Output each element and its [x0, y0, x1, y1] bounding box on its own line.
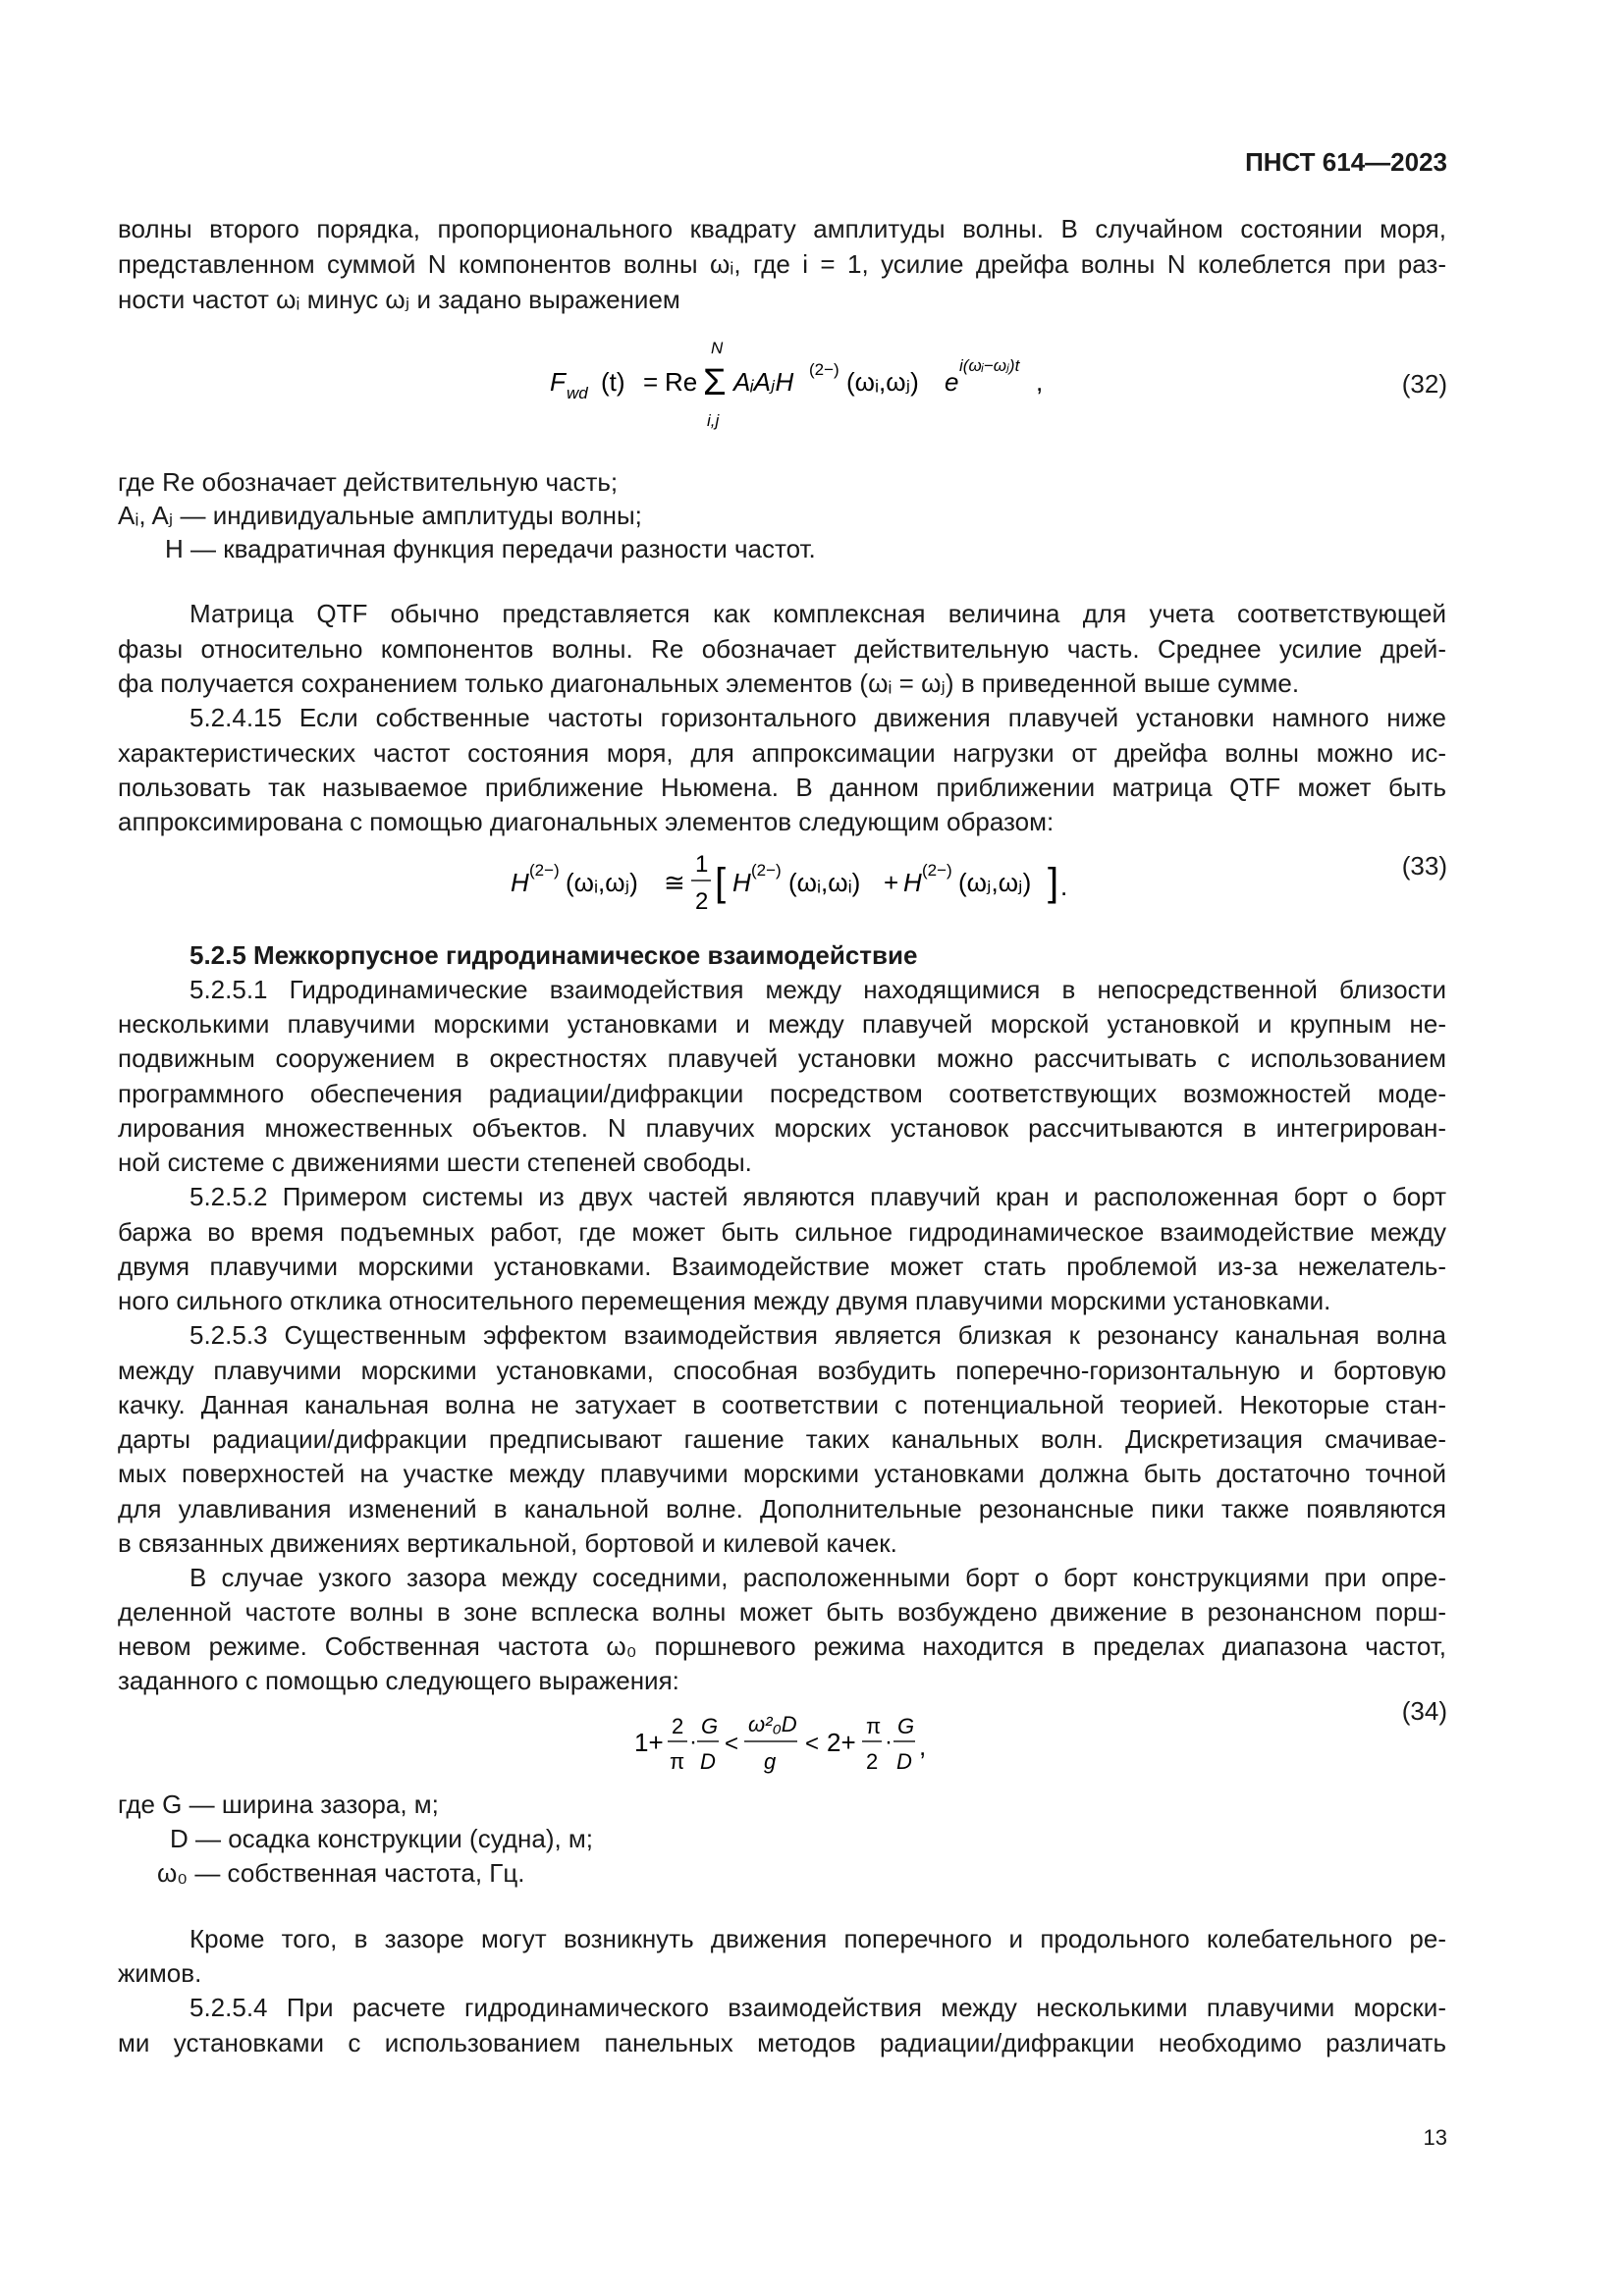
text-line: несколькими плавучими морскими установками и между плавучей морской установкой и крупным не-: [118, 1009, 1446, 1039]
text-line: качку. Данная канальная волна не затухает в соответствии с потенциальной теорией. Некоторые стан-: [118, 1390, 1446, 1419]
text-line: ми установками с использованием панельных методов радиации/дифракции необходимо различать: [118, 2028, 1446, 2057]
text-line: ной системе с движениями шести степеней свободы.: [118, 1148, 752, 1177]
text-line: В случае узкого зазора между соседними, расположенными борт о борт конструкциями при опре-: [189, 1563, 1446, 1592]
eq33-plus: +: [884, 868, 899, 897]
eq33-frac-den: 2: [695, 888, 709, 915]
eq32-args: (ωᵢ,ωⱼ): [846, 367, 919, 397]
text-line: характеристических частот состояния моря, для аппроксимации нагрузки от дрейфа волны можно ис-: [118, 738, 1446, 768]
text-line: представленном суммой N компонентов волны ωᵢ, где i = 1, усилие дрейфа волны N колеблется при раз-: [118, 249, 1446, 279]
eq32-sup: (2−): [809, 360, 839, 379]
text-line: 5.2.4.15 Если собственные частоты горизонтального движения плавучей установки намного ниже: [189, 703, 1446, 732]
text-line: где G — ширина зазора, м;: [118, 1789, 439, 1819]
text-line: 5.2.5.1 Гидродинамические взаимодействия между находящимися в непосредственной близости: [189, 975, 1446, 1004]
eq32-exp-base: e: [945, 367, 959, 397]
text-line: для улавливания изменений в канальной волне. Дополнительные резонансные пики также появляются: [118, 1494, 1446, 1523]
text-line: волны второго порядка, пропорционального квадрату амплитуды волны. В случайном состоянии моря,: [118, 214, 1446, 243]
text-line: пользовать так называемое приближение Ньюмена. В данном приближении матрица QTF может быть: [118, 773, 1446, 802]
text-line: Кроме того, в зазоре могут возникнуть движения поперечного и продольного колебательного ре-: [189, 1924, 1446, 1953]
eq33-term2-h: H: [903, 868, 922, 897]
eq32-eq: =: [643, 367, 659, 397]
eq33-sup: (2−): [529, 861, 560, 880]
eq32-sum-bottom: i,j: [707, 411, 720, 430]
text-line: мых поверхностей на участке между плавучими морскими установками должна быть достаточно точной: [118, 1459, 1446, 1488]
eq34-pi: π: [670, 1749, 685, 1774]
eq34-two-d: 2: [866, 1749, 879, 1774]
eq33-lbracket: [: [715, 861, 727, 904]
text-line: невом режиме. Собственная частота ω₀ поршневого режима находится в пределах диапазона частот,: [118, 1631, 1446, 1661]
eq33-term1-sup: (2−): [751, 861, 782, 880]
text-line: в связанных движениях вертикальной, бортовой и килевой качек.: [118, 1528, 897, 1558]
text-line: 5.2.5.4 При расчете гидродинамического взаимодействия между несколькими плавучими морски-: [189, 1993, 1446, 2022]
text-line: H — квадратичная функция передачи разности частот.: [165, 534, 816, 563]
text-line: жимов.: [118, 1958, 202, 1988]
eq34-one: 1+: [634, 1728, 664, 1757]
text-line: лирования множественных объектов. N плавучих морских установок рассчитываются в интегрирован-: [118, 1113, 1446, 1143]
equation-34: [619, 1686, 952, 1794]
page-number: 13: [1423, 2125, 1447, 2150]
eq33-lhs: H: [511, 868, 529, 897]
text-line: двумя плавучими морскими установками. Взаимодействие может стать проблемой из-за нежелатель-: [118, 1252, 1446, 1281]
eq32-arg: (t): [601, 367, 625, 397]
eq33-term1-args: (ωᵢ,ωᵢ): [788, 868, 861, 897]
eq33-term2-args: (ωⱼ,ωⱼ): [958, 868, 1032, 897]
text-line: баржа во время подъемных работ, где может быть сильное гидродинамическое взаимодействие между: [118, 1217, 1446, 1247]
eq34-dot: ·: [689, 1729, 697, 1755]
equation-32-number: (32): [1401, 369, 1447, 399]
eq32-lhs: F: [550, 367, 566, 397]
text-line: ного сильного отклика относительного перемещения между двумя плавучими морскими установками.: [118, 1286, 1331, 1315]
eq33-frac-num: 1: [695, 851, 709, 878]
eq32-sum-top: N: [711, 339, 724, 357]
eq34-d-n: D: [700, 1749, 716, 1774]
eq34-lt1: <: [725, 1731, 739, 1757]
eq34-two-n: 2: [672, 1714, 684, 1738]
eq34-g-n2: G: [897, 1714, 915, 1738]
eq33-term2-sup: (2−): [922, 861, 952, 880]
text-line: между плавучими морскими установками, способная возбудить поперечно-горизонтальную и бортовую: [118, 1356, 1446, 1385]
eq32-body: AᵢAⱼH: [733, 367, 794, 397]
text-line: деленной частоте волны в зоне всплеска волны может быть возбуждено движение в резонансном порш-: [118, 1597, 1446, 1627]
eq34-omega-n: ω²₀D: [748, 1712, 797, 1736]
text-line: 5.2.5.2 Примером системы из двух частей являются плавучий кран и расположенная борт о борт: [189, 1182, 1446, 1211]
eq33-term1-h: H: [732, 868, 751, 897]
text-line: фа получается сохранением только диагональных элементов (ωᵢ = ωⱼ) в приведенной выше сумме.: [118, 668, 1300, 698]
text-line: D — осадка конструкции (судна), м;: [170, 1824, 594, 1853]
eq34-d-n2: D: [896, 1749, 912, 1774]
eq34-pi-n: π: [866, 1714, 882, 1738]
document-header: ПНСТ 614—2023: [1245, 147, 1447, 177]
eq34-g-n: G: [701, 1714, 719, 1738]
eq32-exp-power: i(ωᵢ−ωⱼ)t: [959, 356, 1020, 375]
equation-33-number: (33): [1401, 851, 1447, 881]
eq32-sigma: Σ: [703, 362, 727, 403]
eq32-lhs-sub: wd: [567, 384, 588, 402]
text-line: программного обеспечения радиации/дифракции посредством соответствующих возможностей моде-: [118, 1079, 1446, 1108]
text-line: фазы относительно компонентов волны. Re обозначает действительную часть. Среднее усилие дрей-: [118, 634, 1446, 664]
eq34-dot2: ·: [885, 1729, 893, 1755]
eq32-tail: ,: [1036, 367, 1044, 397]
equation-33: [501, 834, 1070, 933]
text-line: аппроксимирована с помощью диагональных элементов следующим образом:: [118, 807, 1055, 836]
eq34-g-den: g: [764, 1749, 777, 1774]
text-line: ω₀ — собственная частота, Гц.: [157, 1858, 525, 1888]
text-line: заданного с помощью следующего выражения:: [118, 1666, 679, 1695]
equation-34-number: (34): [1401, 1696, 1447, 1726]
eq32-re: Re: [665, 367, 698, 397]
text-line: дарты радиации/дифракции предписывают гашение таких канальных волн. Дискретизация смачивае-: [118, 1424, 1446, 1454]
section-heading: 5.2.5 Межкорпусное гидродинамическое взаимодействие: [189, 940, 918, 970]
text-line: Матрица QTF обычно представляется как комплексная величина для учета соответствующей: [189, 599, 1446, 628]
text-line: подвижным сооружением в окрестностях плавучей установки можно рассчитывать с использованием: [118, 1043, 1446, 1073]
text-line: Aᵢ, Aⱼ — индивидуальные амплитуды волны;: [118, 501, 642, 530]
text-line: где Re обозначает действительную часть;: [118, 467, 619, 497]
eq33-approx: ≅: [664, 868, 685, 897]
eq34-two-plus: 2+: [827, 1728, 856, 1757]
text-line: 5.2.5.3 Существенным эффектом взаимодействия является близкая к резонансу канальная волна: [189, 1320, 1446, 1350]
text-line: ности частот ωᵢ минус ωⱼ и задано выражением: [118, 285, 680, 314]
eq33-lhs-args: (ωᵢ,ωⱼ): [566, 868, 638, 897]
eq34-tail: ,: [919, 1732, 927, 1761]
eq34-lt2: <: [805, 1731, 820, 1757]
eq33-tail: .: [1060, 872, 1068, 901]
equation-32: [530, 324, 1080, 442]
eq33-rbracket: ]: [1048, 861, 1059, 904]
